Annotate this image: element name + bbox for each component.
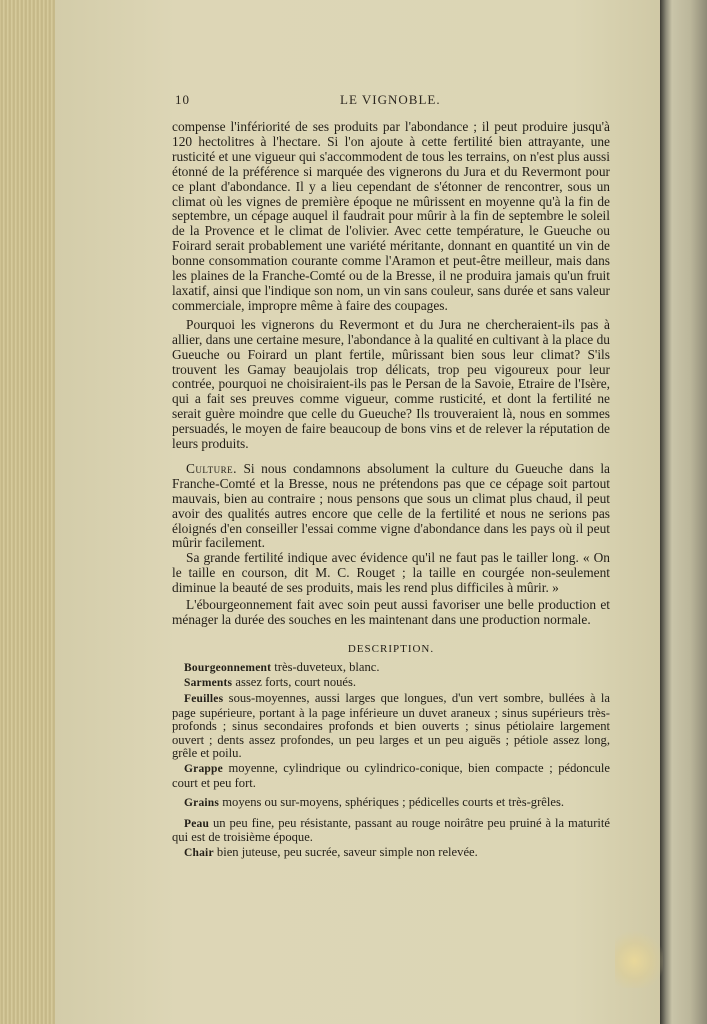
description-item: [172, 692, 610, 761]
paragraph-culture: [172, 462, 610, 551]
description-text: moyenne, cylindrique ou cylindrico-conique, bien compacte ; pédoncule court et peu fort.: [172, 760, 610, 790]
paragraph-1: compense l'infériorité de ses produits par l'abondance ; il peut produire jusqu'à 120 hectolitres à l'hectare. Si l'on ajoute à cette fertilité bien attrayante, une rusticité et une vigueur qui s'accommodent de tous les terrains, on n'est plus aussi étonné de la préférence si marquée des vignerons du Jura et du Revermont pour ce plant d'abondance. Il y a lieu cependant de s'étonner de rencontrer, sous un climat où les vignes de première époque ne mûrissent en moyenne qu'à la fin de septembre, un cépage auquel il faudrait pour mûrir à la fin de septembre le soleil de la Provence et le climat de l'olivier. Avec cette température, le Gueuche ou Foirard serait probablement une variété méritante, donnant en quantité un vin de bonne consommation courante comme l'Aramon et peut-être meilleur, mais dans les plaines de la Franche-Comté ou de la Bresse, il ne produira jamais qu'un fruit laxatif, ainsi que l'indique son nom, un vin sans couleur, sans durée et sans valeur commerciale, impropre même à faire des coupages.: [172, 119, 610, 313]
description-term: Bourgeonnement: [184, 661, 272, 674]
description-term: Grappe: [184, 762, 223, 775]
description-item: [172, 762, 610, 790]
page-header: [175, 92, 610, 112]
paragraph-2: Pourquoi les vignerons du Revermont et du Jura ne chercheraient-ils pas à allier, dans une certaine mesure, l'abondance à la qualité en cultivant à la place du Gueuche ou Foirard un plant fertile, mûrissant bien sous leur climat? S'ils trouvent les Gamay beaujolais trop délicats, trop peu vigoureux pour leur contrée, pourquoi ne choisiraient-ils pas le Persan de la Savoie, Etraire de l'Isère, qui a fait ses preuves comme vigueur, comme rusticité, et dont la fertilité ne serait guère moindre que celle du Gueuche? Ils trouveraient là, nous en sommes persuadés, le moyen de faire beaucoup de bons vins et de relever la réputation de leurs produits.: [172, 316, 610, 452]
description-term: Feuilles: [184, 693, 224, 705]
description-item: [172, 661, 610, 676]
description-item: [172, 817, 610, 845]
page-stack-edge: [0, 0, 58, 1024]
description-term: Sarments: [184, 677, 233, 690]
description-term: Chair: [184, 846, 214, 859]
paragraph-5: L'ébourgeonnement fait avec soin peut aussi favoriser une belle production et ménager la durée des souches en les maintenant dans une production normale.: [172, 597, 610, 627]
description-item: [172, 796, 610, 811]
book-gutter: [660, 0, 707, 1024]
page-text: [172, 120, 610, 862]
description-item: [172, 846, 610, 861]
description-text: très-duveteux, blanc.: [271, 659, 380, 674]
description-text: bien juteuse, peu sucrée, saveur simple non relevée.: [213, 844, 478, 859]
description-text: sous-moyennes, aussi larges que longues, d'un vert sombre, bullées à la page supérieure, portant à la page inférieure un duvet araneux ; sinus supérieurs très-profonds ; sinus secondaires profonds et bien ouverts ; sinus pétiolaire largement ouvert ; dents assez profondes, un peu larges et un peu aiguës ; pétiole assez long, grêle et poilu.: [172, 691, 610, 761]
description-text: moyens ou sur-moyens, sphériques ; pédicelles courts et très-grêles.: [219, 795, 565, 810]
description-text: un peu fine, peu résistante, passant au rouge noirâtre peu pruiné à la maturité qui est de troisième époque.: [172, 815, 610, 845]
culture-label: Culture.: [186, 460, 237, 476]
light-glare: [615, 928, 663, 988]
page-number: 10: [175, 92, 190, 107]
description-list: [172, 661, 610, 861]
description-heading: DESCRIPTION.: [347, 642, 435, 655]
running-title: LE VIGNOBLE.: [340, 92, 441, 107]
culture-text: Si nous condamnons absolument la culture du Gueuche dans la Franche-Comté et la Bresse, nous ne prétendons pas que ce cépage soit partout mauvais, bien au contraire ; nous pensons que sous un climat plus chaud, il peut avoir des qualités autres encore que celle de la fertilité et nous ne serions pas éloignés d'en conseiller l'essai comme vigne d'abondance dans les pays où il peut mûrir facilement.: [172, 460, 610, 551]
description-text: assez forts, court noués.: [232, 675, 357, 690]
description-term: Grains: [184, 797, 220, 810]
paragraph-4: Sa grande fertilité indique avec évidence qu'il ne faut pas le tailler long. « On le taille en courson, dit M. C. Rouget ; la taille en courgée non-seulement diminue la beauté de ses produits, mais les rend plus difficiles à mûrir. »: [172, 550, 610, 596]
description-term: Peau: [184, 817, 210, 830]
description-item: [172, 676, 610, 691]
